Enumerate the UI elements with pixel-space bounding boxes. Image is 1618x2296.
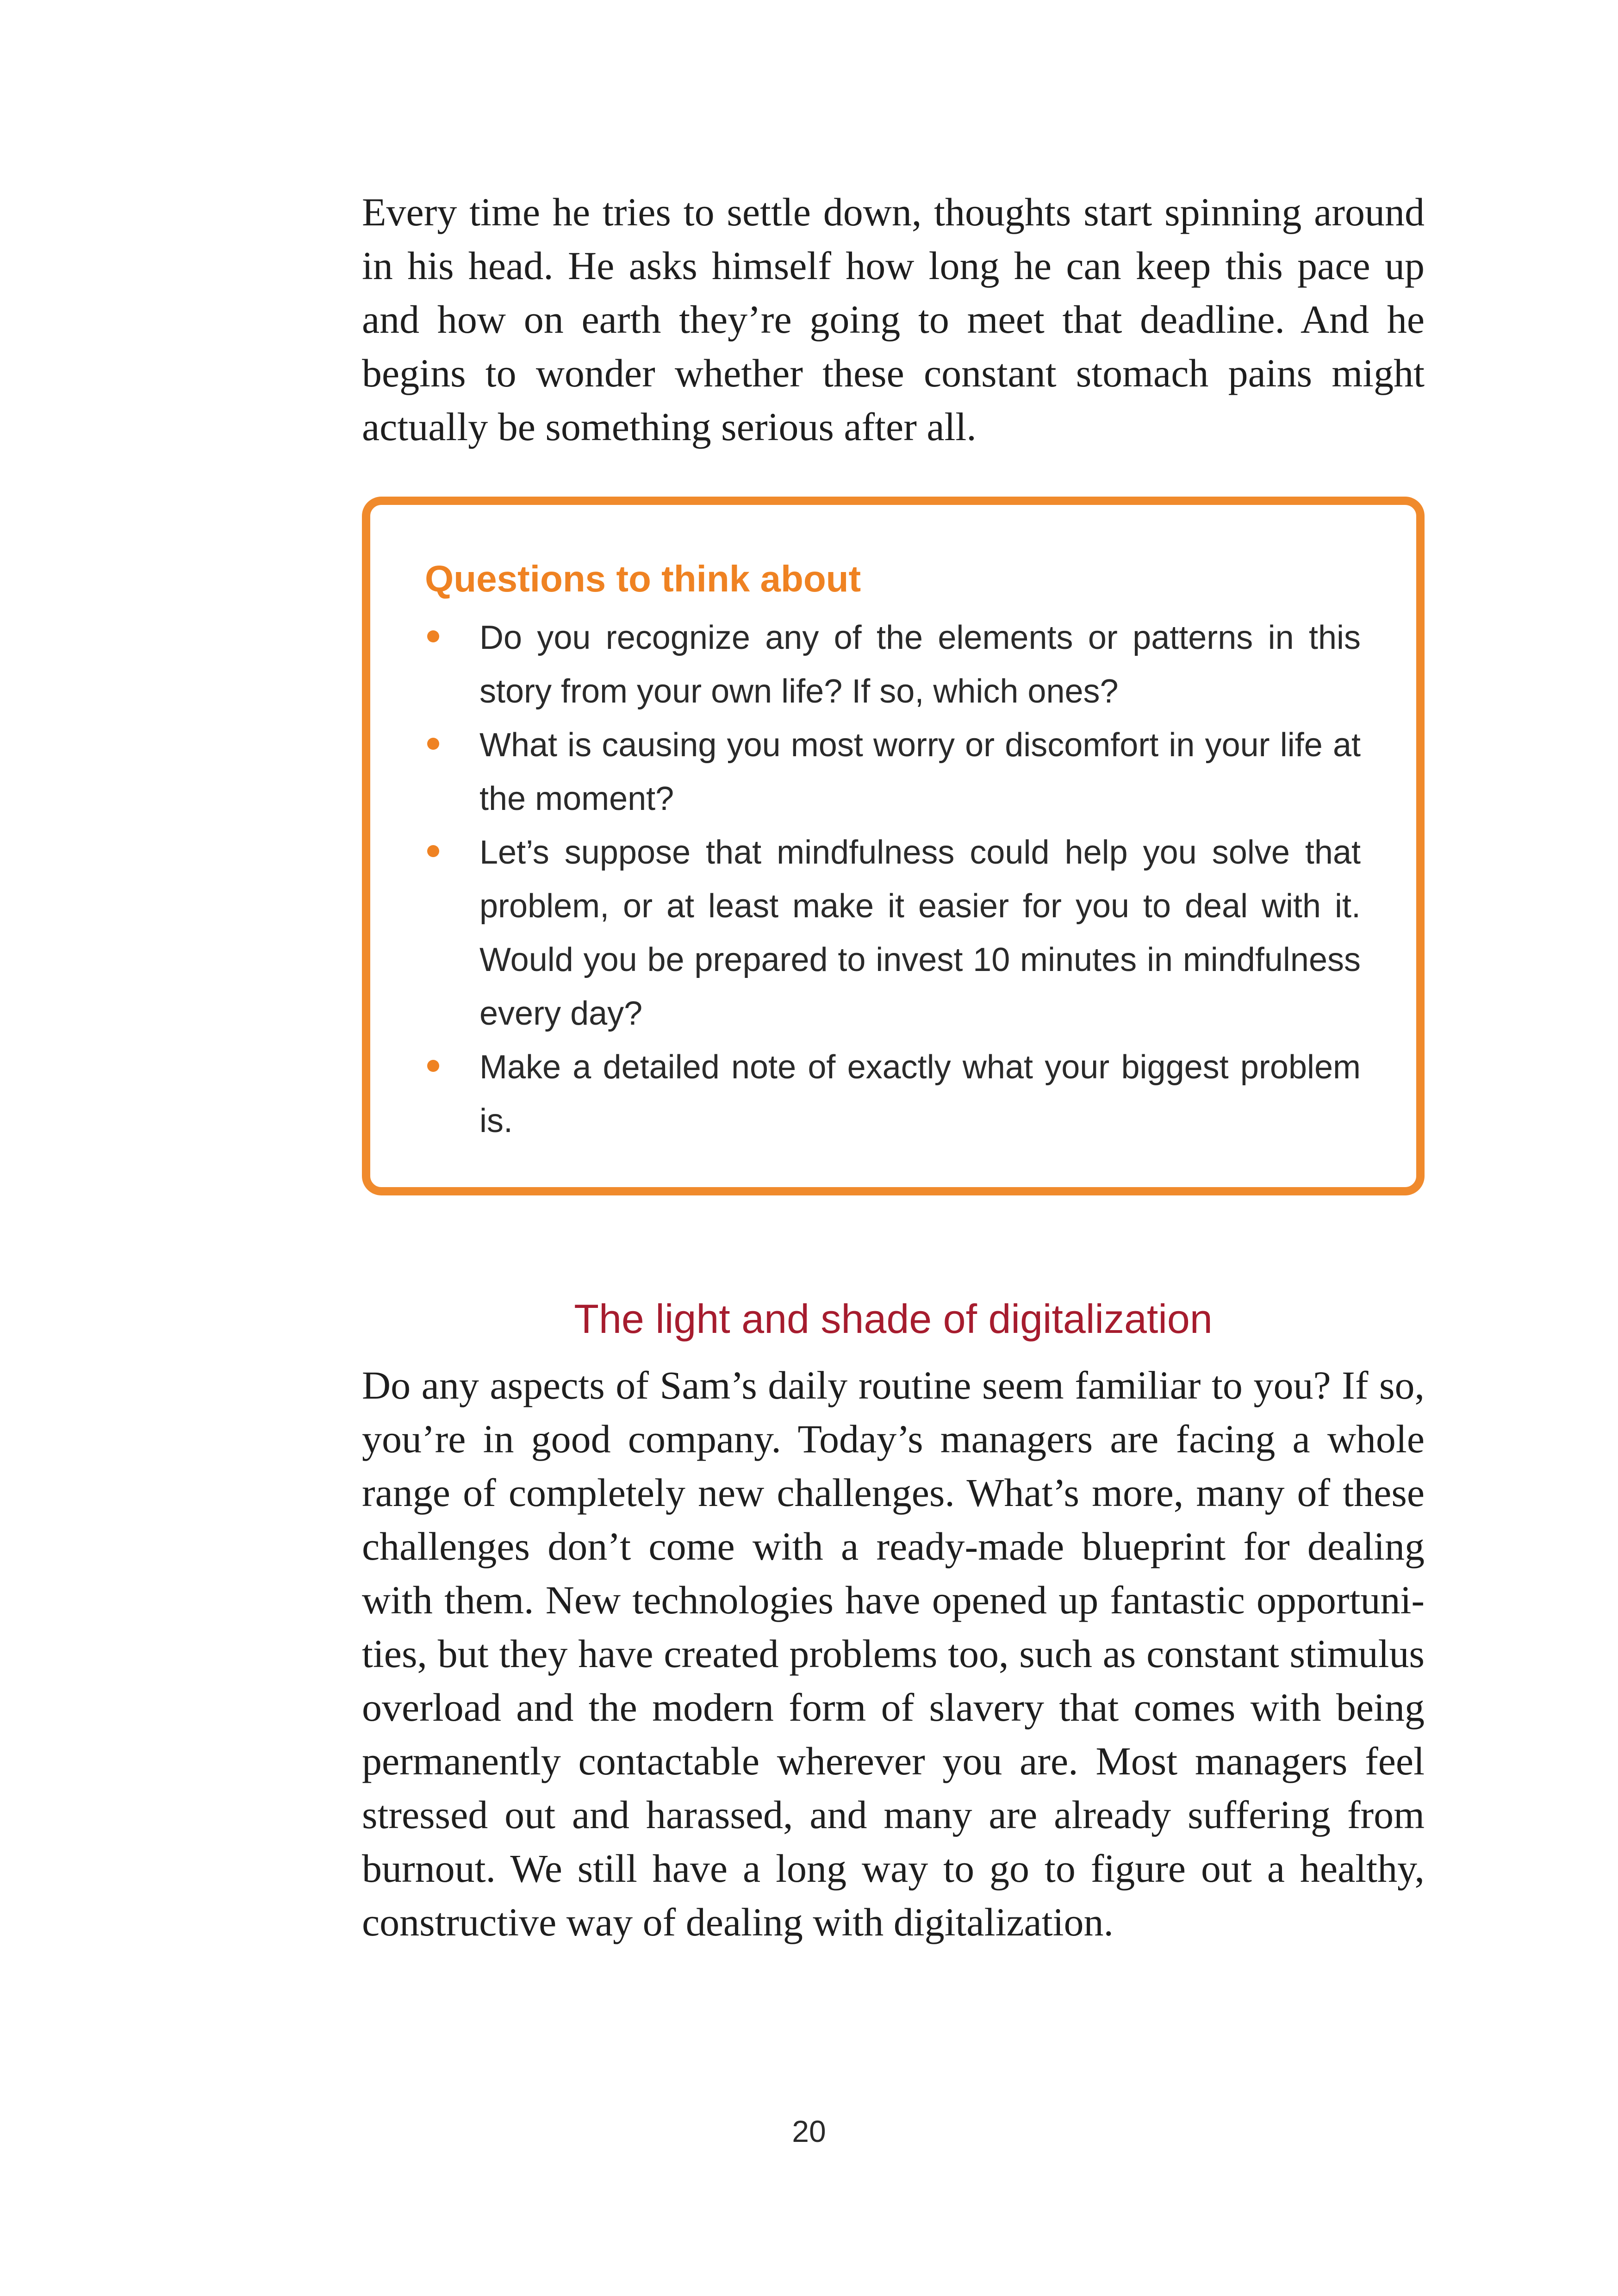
bullet-icon bbox=[427, 738, 439, 750]
list-item bbox=[425, 611, 1361, 718]
list-item bbox=[425, 826, 1361, 1040]
callout-title: Questions to think about bbox=[425, 558, 861, 599]
section-heading: The light and shade of digitalization bbox=[574, 1296, 1213, 1342]
page-number: 20 bbox=[792, 2114, 826, 2148]
question-text: Do you recognize any of the elements or patterns in this story from your own life? If so, which ones? bbox=[479, 619, 1361, 710]
bullet-icon bbox=[427, 630, 439, 642]
intro-paragraph: Every time he tries to settle down, thoughts start spinning around in his head. He asks himself how long he can keep this pace up and how on earth they’re going to meet that deadline. And he begins to wonder whether these constant stomach pains might actually be something serious after all. bbox=[362, 190, 1425, 449]
list-item bbox=[425, 1040, 1361, 1148]
questions-list bbox=[425, 611, 1361, 1148]
question-text: What is causing you most worry or discomfort in your life at the moment? bbox=[479, 727, 1361, 817]
section-paragraph: Do any aspects of Sam’s daily routine seem familiar to you? If so, you’re in good company. Today’s managers are facing a whole range of completely new challenges. What’s more, many of these challenges don’t come with a ready-made blueprint for dealing with them. New technologies have opened up fantastic opportunities, but they have created problems too, such as constant stimulus overload and the modern form of slavery that comes with being permanently contactable wherever you are. Most managers feel stressed out and harassed, and many are already suffering from burnout. We still have a long way to go to figure out a healthy, constructive way of dealing with digitalization. bbox=[362, 1363, 1425, 1944]
list-item bbox=[425, 718, 1361, 826]
questions-callout-box bbox=[362, 497, 1425, 1195]
bullet-icon bbox=[427, 845, 439, 857]
question-text: Let’s suppose that mindfulness could help you solve that problem, or at least make it easier for you to deal with it. Would you be prepared to invest 10 minutes in mindfulness every day? bbox=[479, 834, 1361, 1032]
bullet-icon bbox=[427, 1060, 439, 1072]
question-text: Make a detailed note of exactly what your biggest problem is. bbox=[479, 1049, 1361, 1139]
